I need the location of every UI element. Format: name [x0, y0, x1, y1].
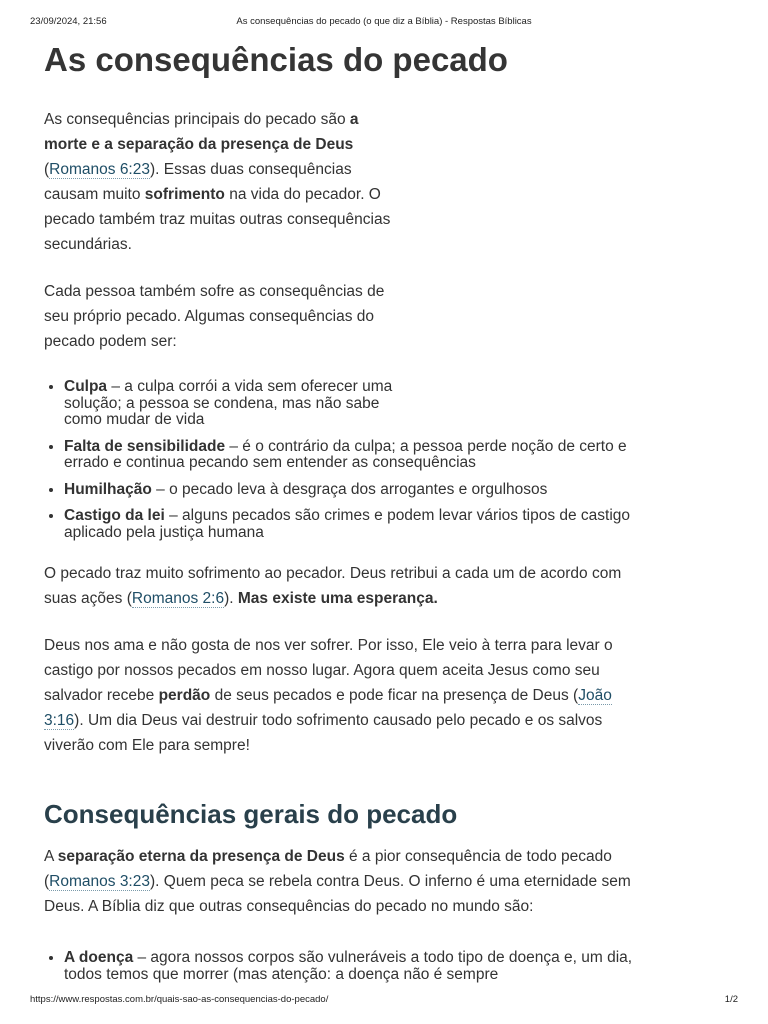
list-item: [64, 482, 634, 499]
list-item-desc: – o pecado leva à desgraça dos arrogantes e orgulhosos: [151, 480, 548, 498]
text: (: [44, 161, 50, 178]
list-item-term: Falta de sensibilidade: [64, 437, 226, 455]
list-item: [64, 439, 634, 472]
general-consequences-list: [44, 950, 634, 983]
text: ). Essas duas consequências causam muito: [44, 161, 352, 203]
bold-text: separação eterna da presença de Deus: [57, 848, 345, 865]
bible-ref-link[interactable]: João 3:16: [44, 687, 612, 729]
text: ). Quem peca se rebela contra Deus. O inferno é uma eternidade sem Deus. A Bíblia diz que outras consequências do pecado no mundo são:: [44, 873, 631, 915]
text: ). Um dia Deus vai destruir todo sofrimento causado pelo pecado e os salvos viverão com Ele para sempre!: [44, 712, 603, 754]
print-footer: [30, 994, 738, 1008]
text: Deus nos ama e não gosta de nos ver sofrer. Por isso, Ele veio à terra para levar o castigo por nossos pecados em nosso lugar. Agora quem aceita Jesus como seu salvador recebe: [44, 637, 613, 704]
list-item-desc: – é o contrário da culpa; a pessoa perde noção de certo e errado e continua pecando sem entender as consequências: [64, 437, 627, 471]
bible-ref-link[interactable]: Romanos 6:23: [49, 161, 150, 178]
text: As consequências principais do pecado são: [44, 111, 350, 128]
print-url: https://www.respostas.com.br/quais-sao-as-consequencias-do-pecado/: [30, 994, 329, 1005]
print-doc-title: As consequências do pecado (o que diz a Bíblia) - Respostas Bíblicas: [236, 16, 532, 27]
text: de seus pecados e pode ficar na presença de Deus (: [210, 687, 579, 704]
list-item-desc: – alguns pecados são crimes e podem levar vários tipos de castigo aplicado pela justiça humana: [64, 507, 631, 541]
consequences-list: [44, 379, 634, 541]
text: é a pior consequência de todo pecado (: [44, 848, 612, 890]
bold-text: a morte e a separação da presença de Deus: [44, 111, 359, 153]
article: [44, 40, 634, 993]
list-item-term: Humilhação: [64, 480, 152, 498]
paragraph: [44, 844, 634, 919]
list-item: [64, 508, 634, 541]
list-item-desc: – agora nossos corpos são vulneráveis a todo tipo de doença e, um dia, todos temos que morrer (mas atenção: a doença não é sempre: [64, 949, 633, 983]
print-header: [30, 16, 738, 30]
list-item-term: Culpa: [64, 378, 108, 395]
paragraph: [44, 561, 634, 611]
bold-text: Mas existe uma esperança.: [237, 590, 438, 607]
bold-text: perdão: [158, 687, 211, 704]
page-title: As consequências do pecado: [44, 41, 508, 78]
list-item: [64, 379, 398, 429]
intro-paragraph: [44, 107, 396, 257]
section-heading: Consequências gerais do pecado: [44, 799, 458, 829]
list-item-desc: – a culpa corrói a vida sem oferecer uma solução; a pessoa se condena, mas não sabe como mudar de vida: [64, 378, 393, 428]
bible-ref-link[interactable]: Romanos 3:23: [49, 873, 150, 890]
paragraph: Cada pessoa também sofre as consequências de seu próprio pecado. Algumas consequências do pecado podem ser:: [44, 283, 385, 350]
list-item-term: A doença: [64, 949, 134, 966]
paragraph: [44, 633, 634, 758]
text: A: [44, 848, 58, 865]
list-item: [64, 950, 634, 983]
bible-ref-link[interactable]: Romanos 2:6: [131, 590, 225, 607]
text: na vida do pecador. O pecado também traz muitas outras consequências secundárias.: [44, 186, 391, 253]
print-date: 23/09/2024, 21:56: [30, 16, 107, 27]
text: O pecado traz muito sofrimento ao pecador. Deus retribui a cada um de acordo com suas ações (: [44, 565, 622, 607]
page-number: 1/2: [724, 994, 738, 1005]
bold-text: sofrimento: [144, 186, 225, 203]
list-item-term: Castigo da lei: [64, 507, 165, 524]
text: ).: [224, 590, 238, 607]
